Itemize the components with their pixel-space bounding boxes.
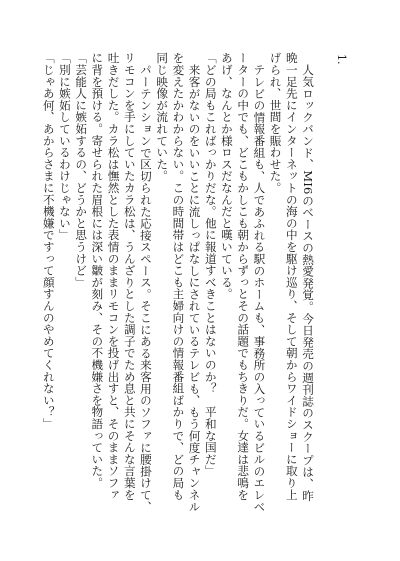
paragraph-4: パーテンションで区切られた応接スペース。そこにある来客用のソファに腰掛けて、リモコンを手にしていたカラ松は、うんざりとした調子でため息と共にそんな言葉を吐きだした。カラ松は憮然とした表情のままリモコンを投げ出すと、そのままソファに背を預ける。寄せられた眉根には深い皺が刻み、その不機嫌さを物語っていた。 — [90, 52, 153, 512]
paragraph-1: 人気ロックバンド、MI6のベースの熱愛発覚。今日発売の週刊誌のスクープは、昨晩一足先にインターネットの海の中を駆け巡り、そして朝からワイドショーに取り上げられ、世間を賑わせた。 — [268, 52, 315, 502]
dialogue-3: 「別に嫉妬しているわけじゃない」 — [57, 52, 72, 241]
body-text — [41, 52, 316, 512]
page-number: 1. — [335, 53, 348, 65]
dialogue-2: 「芸能人に嫉妬するの、どうかと思うけど」 — [74, 52, 89, 288]
paragraph-2: テレビの情報番組も、人であふれる駅のホームも、事務所の入っているビルのエレベーターの中でも、どこもかしこも朝からずっとその話題でもちきりだ。女達は悲鳴をあげ、なんとか様ロスだなんだと嘆いている。 — [219, 52, 267, 512]
dialogue-1: 「どの局もこればっかりだな。他に報道すべきことはないのか？ 平和な国だ」 — [203, 52, 218, 477]
dialogue-4: 「じゃあ何、あからさまに不機嫌ですって顔すんのやめてくれない？」 — [41, 52, 56, 430]
paragraph-3: 来客がないのをいいことに流しっぱなしにされているテレビも、もう何度チャンネルを変えたかわからない。この時間帯はどこも主婦向けの情報番組ばかりで、どの局も同じ映像が流れていた。 — [155, 52, 202, 512]
